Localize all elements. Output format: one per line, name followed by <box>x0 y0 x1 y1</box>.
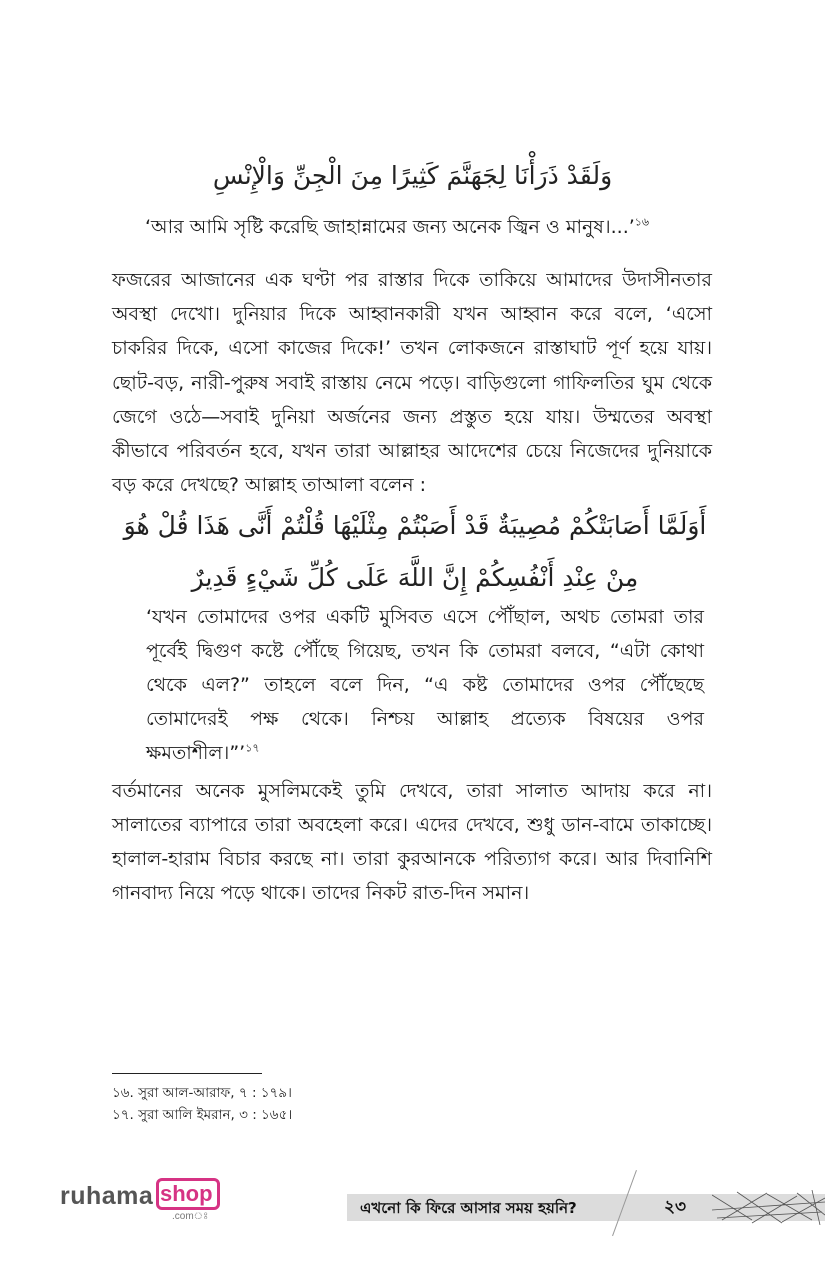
footnote-16: ১৬. সুরা আল-আরাফ, ৭ : ১৭৯। <box>112 1085 292 1101</box>
footnote-17: ১৭. সুরা আলি ইমরান, ৩ : ১৬৫। <box>112 1107 293 1123</box>
page-number: ২৩ <box>664 1197 687 1217</box>
footnote-ref-17[interactable]: ১৭ <box>245 741 260 755</box>
footnote-divider <box>112 1073 262 1074</box>
quote-2-text: ‘যখন তোমাদের ওপর একটি মুসিবত এসে পৌঁছাল, অথচ তোমরা তার পূর্বেই দ্বিগুণ কষ্টে পৌঁছে গিয়েছ, তখন কি তোমরা বলবে, “এটা কোথা থেকে এল?” তাহলে বলে দিন, “এ কষ্ট তোমাদের ওপর পৌঁছেছে তোমাদেরই পক্ষ থেকে। নিশ্চয় আল্লাহ প্রত্যেক বিষয়ের ওপর ক্ষমতাশীল।”’ <box>146 606 704 764</box>
footnotes <box>112 1082 292 1126</box>
body-paragraph-1: ফজরের আজানের এক ঘণ্টা পর রাস্তার দিকে তাকিয়ে আমাদের উদাসীনতার অবস্থা দেখো। দুনিয়ার দিকে আহ্বানকারী যখন আহ্বান করে বলে, ‘এসো চাকরির দিকে, এসো কাজের দিকে!’ তখন লোকজনে রাস্তাঘাট পূর্ণ হয়ে যায়। ছোট-বড়, নারী-পুরুষ সবাই রাস্তায় নেমে পড়ে। বাড়িগুলো গাফিলতির ঘুম থেকে জেগে ওঠে—সবাই দুনিয়া অর্জনের জন্য প্রস্তুত হয়ে যায়। উম্মতের অবস্থা কীভাবে পরিবর্তন হবে, যখন তারা আল্লাহর আদেশের চেয়ে নিজেদের দুনিয়াকে বড় করে দেখছে? আল্লাহ তাআলা বলেন : <box>112 269 712 497</box>
logo-shop-text: shop <box>160 1181 213 1206</box>
translation-quote-2 <box>146 600 704 770</box>
running-footer-title: এখনো কি ফিরে আসার সময় হয়নি? <box>360 1199 577 1217</box>
logo-domain-text: .comঃ <box>172 1211 209 1222</box>
translation-quote-1 <box>145 210 705 244</box>
quote-1-text: ‘আর আমি সৃষ্টি করেছি জাহান্নামের জন্য অনেক জ্বিন ও মানুষ।...’ <box>145 216 635 238</box>
logo-brand-text: ruhama <box>60 1182 154 1210</box>
decorative-line-pattern <box>712 1190 825 1225</box>
arabic-verse-1: وَلَقَدْ ذَرَأْنَا لِجَهَنَّمَ كَثِيرًا مِنَ الْجِنِّ وَالْإِنْسِ <box>212 161 613 190</box>
body-paragraph-2: বর্তমানের অনেক মুসলিমকেই তুমি দেখবে, তারা সালাত আদায় করে না। সালাতের ব্যাপারে তারা অবহেলা করে। এদের দেখবে, শুধু ডান-বামে তাকাচ্ছে। হালাল-হারাম বিচার করছে না। তারা কুরআনকে পরিত্যাগ করে। আর দিবানিশি গানবাদ্য নিয়ে পড়ে থাকে। তাদের নিকট রাত-দিন সমান। <box>112 780 712 904</box>
footnote-ref-16[interactable]: ১৬ <box>634 215 650 229</box>
arabic-verse-2: أَوَلَمَّا أَصَابَتْكُمْ مُصِيبَةٌ قَدْ أَصَبْتُمْ مِثْلَيْهَا قُلْتُمْ أَنَّى هَذَا قُلْ هُوَ مِنْ عِنْدِ أَنْفُسِكُمْ إِنَّ اللَّهَ عَلَى كُلِّ شَيْءٍ قَدِيرٌ <box>123 511 707 592</box>
